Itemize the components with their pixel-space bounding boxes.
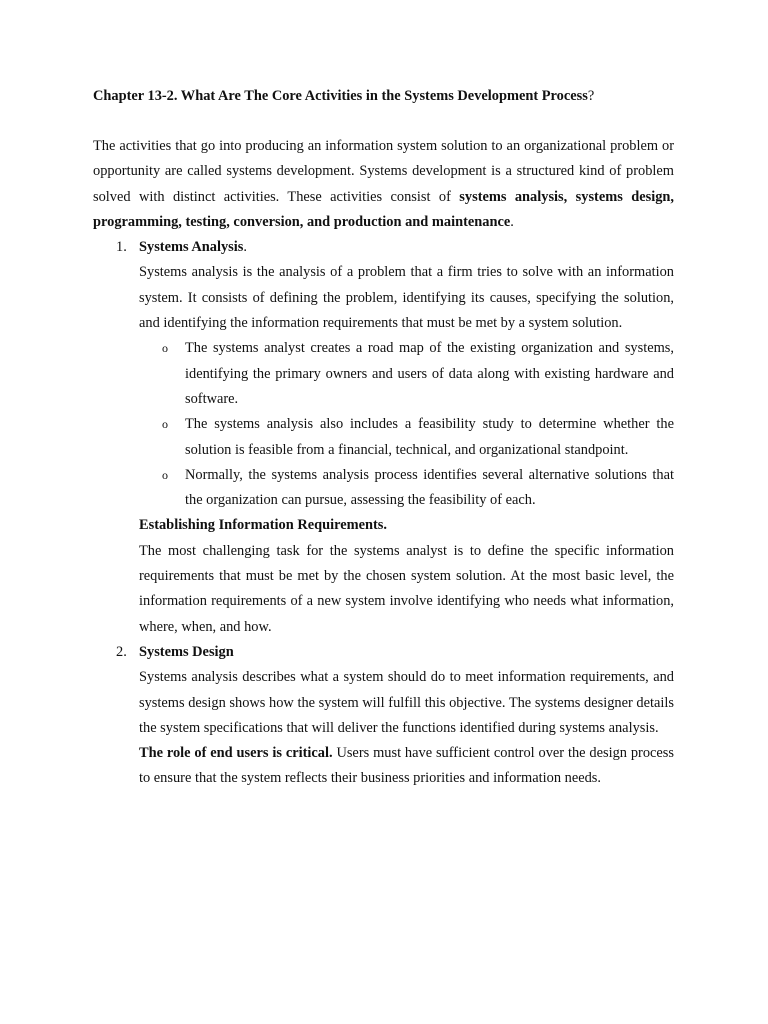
list-item-systems-design (116, 640, 674, 792)
establishing-requirements-heading: Establishing Information Requirements. (139, 517, 387, 534)
document-page (93, 84, 674, 792)
bullet-marker: o (162, 417, 168, 432)
spacer (93, 109, 674, 134)
list-item-systems-analysis (116, 235, 674, 640)
bullet-marker: o (162, 341, 168, 356)
sub-bullet (162, 463, 674, 514)
sub-bullet-text: The systems analyst creates a road map of the existing organization and systems, identifying the primary owners and users of data along with existing hardware and software. (185, 340, 674, 407)
systems-design-paragraph: Systems analysis describes what a system should do to meet information requirements, and systems design shows how the system will fulfill this objective. The systems designer details the system specifications that will deliver the functions identified during systems analysis. (139, 669, 674, 736)
end-users-text: Users must have sufficient control over the design process to ensure that the system reflects their business priorities and information needs. (139, 745, 674, 787)
systems-analysis-title: Systems Analysis (139, 239, 244, 256)
intro-text: The activities that go into producing an information system solution to an organizational problem or opportunity are called systems development. Systems development is a structured kind of problem solved with distinct activities. These activities consist of (93, 138, 674, 205)
end-users-paragraph (139, 741, 674, 792)
intro-paragraph (93, 134, 674, 235)
intro-bold-activities: systems analysis, systems design, programming, testing, conversion, and production and maintenance (93, 188, 674, 230)
list-item-title (139, 235, 674, 260)
bullet-marker: o (162, 467, 168, 482)
list-item-number: 2. (116, 643, 127, 660)
list-item-number: 1. (116, 239, 127, 256)
sub-bullet (162, 412, 674, 463)
sub-bullet-text: The systems analysis also includes a feasibility study to determine whether the solution is feasible from a financial, technical, and organizational standpoint. (185, 416, 674, 458)
end-users-bold: The role of end users is critical. (139, 745, 333, 762)
sub-bullet (162, 336, 674, 412)
systems-design-title: Systems Design (139, 643, 234, 660)
chapter-heading (93, 84, 674, 109)
sub-bullet-text: Normally, the systems analysis process identifies several alternative solutions that the organization can pursue, assessing the feasibility of each. (185, 466, 674, 509)
chapter-heading-text: Chapter 13-2. What Are The Core Activities in the Systems Development Process (93, 88, 588, 104)
systems-analysis-title-end: . (243, 239, 247, 256)
chapter-heading-mark: ? (587, 88, 595, 104)
systems-analysis-paragraph: Systems analysis is the analysis of a problem that a firm tries to solve with an information system. It consists of defining the problem, identifying its causes, specifying the solution, and identifying the information requirements that must be met by a system solution. (139, 264, 674, 332)
intro-end: . (510, 213, 514, 230)
establishing-requirements-paragraph: The most challenging task for the systems analyst is to define the specific information requirements that must be met by the chosen system solution. At the most basic level, the information requirements of a new system involve identifying who needs what information, where, when, and how. (139, 542, 674, 635)
